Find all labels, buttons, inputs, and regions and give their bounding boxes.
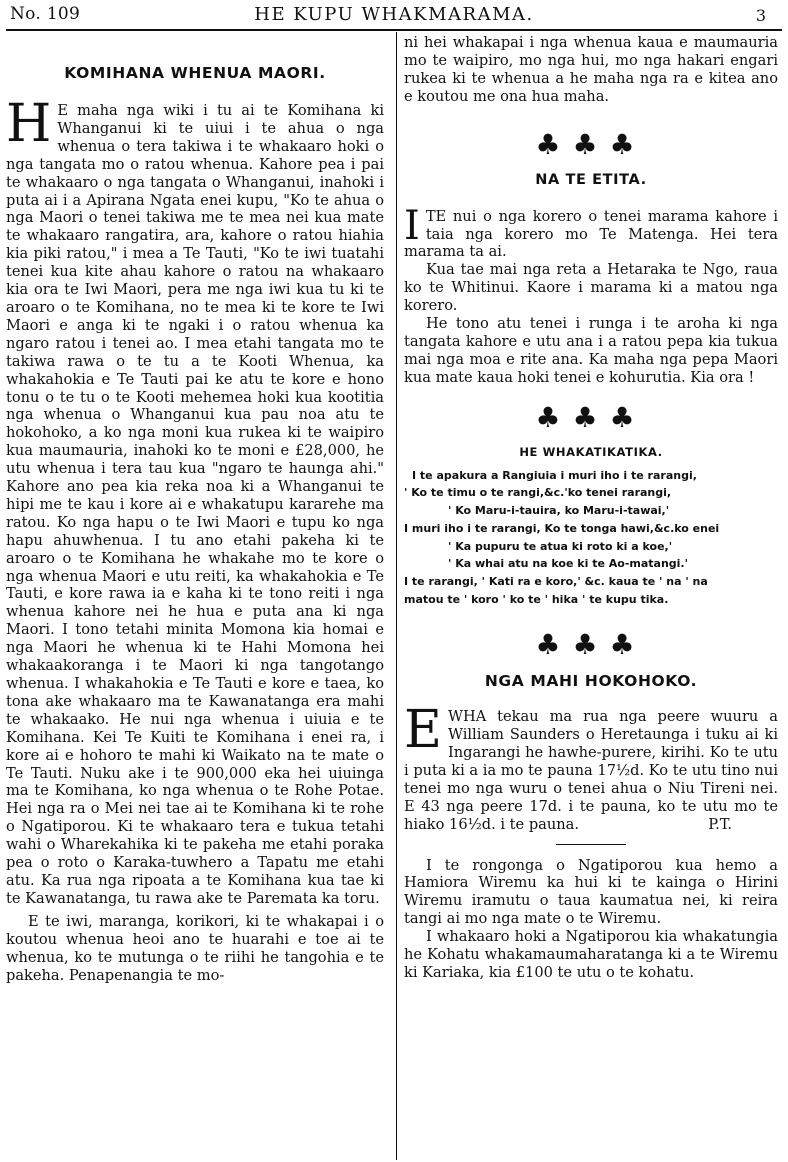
poem-line: ' Ko te timu o te rangi,&c.'ko tenei rarangi, bbox=[404, 486, 672, 500]
komihana-continuation: ni hei whakapai i nga whenua kaua e maumauria mo te waipiro, mo nga hui, mo nga hakari engari rukea ki te whenua a he maha nga ra e kitea ano e koutou me ona hua maha. bbox=[404, 34, 778, 105]
clover-ornament-icon: ♣♣♣ bbox=[535, 628, 647, 662]
hokohoko-paragraph: EWHA tekau ma rua nga peere wuuru a William Saunders o Heretaunga i tuku ai ki Ingarangi he hawhe-purere, kirihi. Ko te utu i puta ki a ia mo te pauna 17½d. Ko te utu tino nui tenei mo nga wuru o tenei ahua o Niu Tireni nei. E 43 nga peere 17d. i te pauna, ko te utu mo te hiako 16½d. i te pauna. bbox=[404, 700, 778, 833]
header-rule bbox=[6, 29, 782, 31]
drop-cap-e: E bbox=[404, 700, 442, 761]
komihana-paragraph-1: E maha nga wiki i tu ai te Komihana ki Whanganui ki te uiui i te ahua o nga whenua o tera takiwa i te whakaaro hoki o nga tangata mo o ratou whenua. Kahore pea i pai te whakaaro o nga tangata o Whanganui, inahoki i puta ai i a Apirana Ngata enei kupu, "Ko te ahua o nga Maori o tenei takiwa me te mea nei kua mate te whakaaro rangatira, ara, kahore o ratou hiahia kia piki ratou," i mea a Te Tauti, "Ko te iwi tuatahi tenei kua kite ahau kahore o ratou na whakaaro kia ora te Iwi Maori, pera me nga iwi kua tu ki te aroaro o te Komihana, no te mea ki te kore te Iwi Maori e anga ki te ngaki i o ratou whenua ka ngaro ratou i tenei ao. I mea etahi tangata mo te takiwa rawa o te tu a te Kooti Whenua, ka whakahokia e Te Tauti pai ke atu te kore e hono tonu o te tu o te Kooti mehemea hoki kua kootitia nga whenua o Whanganui kua pau noa atu te hokohoko, a ko nga moni kua rukea ki te waipiro kua maumauria, inahoki ko te moni e £28,000, he utu whenua i tera tau kua "ngaro te haunga ahi." Kahore ano pea kia reka noa ki a Whanganui te hipi me te kau i kore ai e whakatupu kararehe ma ratou. Ko nga hapu o te Iwi Maori e tupu ko nga hapu ahuwhenua. I tu ano etahi pakeha ki te aroaro o te Komihana he whakahe mo te kore o nga whenua Maori e utu reiti, ka whakahokia e Te Tauti, e kore rawa ia e kaha ki te tono reiti i nga whenua kahore nei he hua e puta ana ki nga Maori. I tono tetahi minita Momona kia homai e nga Maori he whenua ki te Hahi Momona hei whakaakoranga i te Maori ki nga tangotango whenua. I whakahokia e Te Tauti e kore e taea, ko tona ake whakaaro ma te Kawanatanga era mahi te whakaako. He nui nga whenua i uiuia e te Komihana. Kei Te Kuiti te Komihana i enei ra, i kore ai e hohoro te mahi ki Waikato na te mate o Te Tauti. Nuku ake i te 900,000 eka hei uiuinga ma te Komihana, ko nga whenua o te Rohe Potae. Hei nga ra o Mei nei tae ai te Komihana ki te rohe o Ngatiporou. Ki te whakaaro tera e tukua tetahi wahi o Wharekahika ki te pakeha me etahi poraka pea o roto o Karaka-tuwhero a Tapatu me etahi atu. Ka rua nga ripoata a te Komihana kua tae ki te Kawanatanga, tu rawa ake te Paremata ka toru. bbox=[6, 102, 384, 907]
page-number: 3 bbox=[755, 6, 766, 25]
drop-cap-h: H bbox=[6, 94, 52, 154]
article-komihana-body bbox=[6, 94, 384, 908]
poem-line: ' Ka whai atu na koe ki te Ao-matangi.' bbox=[448, 557, 688, 571]
poem-line: I muri iho i te rarangi, Ko te tonga hawi,&c.ko enei bbox=[404, 521, 720, 535]
article-title-komihana: KOMIHANA WHENUA MAORI. bbox=[64, 64, 326, 82]
section-rule bbox=[556, 844, 626, 845]
column-divider bbox=[396, 32, 397, 1160]
poem-line: ' Ka pupuru te atua ki roto ki a koe,' bbox=[448, 539, 673, 553]
poem-line: I te apakura a Rangiuia i muri iho i te rarangi, bbox=[412, 468, 697, 482]
poem-line: ' Ko Maru-i-tauira, ko Maru-i-tawai,' bbox=[448, 504, 670, 518]
drop-cap-i: I bbox=[404, 202, 420, 249]
article-title-whakatikatika: HE WHAKATIKATIKA. bbox=[519, 444, 663, 459]
page-header bbox=[0, 0, 788, 32]
clover-ornament-icon: ♣♣♣ bbox=[535, 127, 647, 161]
poem-line: matou te ' koro ' ko te ' hika ' te kupu tika. bbox=[404, 592, 669, 606]
poem-line: I te rarangi, ' Kati ra e koro,' &c. kaua te ' na ' na bbox=[404, 574, 708, 588]
left-column bbox=[6, 34, 384, 984]
issue-number: No. 109 bbox=[10, 4, 81, 24]
right-column bbox=[404, 34, 778, 982]
newspaper-title: HE KUPU WHAKMARAMA. bbox=[254, 4, 534, 25]
hemo-paragraph: I te rongonga o Ngatiporou kua hemo a Hamiora Wiremu ka hui ki te kainga o Hirini Wiremu iramutu o taua kaumatua nei, ki reira tangi ai mo nga mate o te Wiremu. bbox=[404, 856, 778, 928]
kohatu-paragraph: I whakaaro hoki a Ngatiporou kia whakatungia he Kohatu whakamaumaharatanga ki a te Wiremu ki Kariaka, kia £100 te utu o te kohatu. bbox=[404, 928, 778, 981]
clover-ornament-icon: ♣♣♣ bbox=[535, 400, 647, 434]
article-title-hokohoko: NGA MAHI HOKOHOKO. bbox=[484, 672, 698, 691]
correction-poem bbox=[404, 467, 778, 609]
etita-paragraph-1: ITE nui o nga korero o tenei marama kahore i taia nga korero mo Te Matenga. Hei tera marama ta ai. bbox=[404, 202, 778, 261]
komihana-paragraph-2: E te iwi, maranga, korikori, ki te whakapai i o koutou whenua heoi ano te huarahi e toe ai te whenua, ko te mutunga o te riihi he tangohia e te pakeha. Penapenangia te mo- bbox=[6, 912, 384, 984]
article-title-etita: NA TE ETITA. bbox=[535, 171, 647, 188]
etita-paragraph-3: He tono atu tenei i runga i te aroha ki nga tangata kahore e utu ana i a ratou pepa kia tukua mai nga moa e rite ana. Ka maha nga pepa Maori kua mate kaua hoki tenei e kohurutia. Kia ora ! bbox=[404, 315, 778, 386]
etita-paragraph-2: Kua tae mai nga reta a Hetaraka te Ngo, raua ko te Whitinui. Kaore i marama ki a matou nga korero. bbox=[404, 261, 778, 315]
signature: P.T. bbox=[708, 815, 732, 833]
